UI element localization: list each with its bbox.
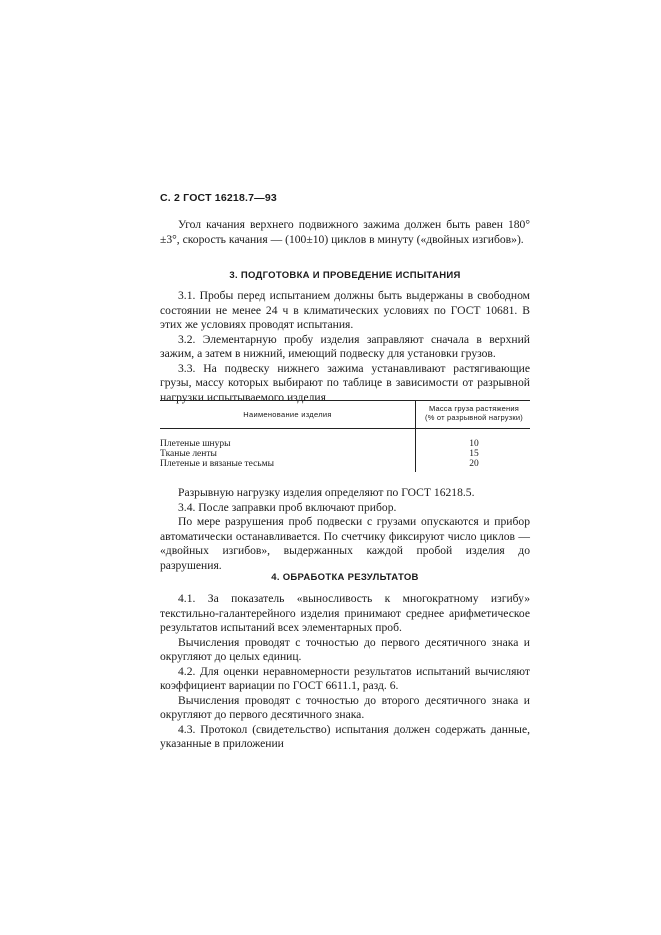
table-header-rule (160, 428, 530, 429)
table-header-name: Наименование изделия (243, 410, 332, 419)
page-header: С. 2 ГОСТ 16218.7—93 (160, 192, 277, 204)
paragraph-breaking-load: Разрывную нагрузку изделия определяют по ГОСТ 16218.5. (178, 486, 475, 499)
paragraph-4-1: 4.1. За показатель «выносливость к многократному изгибу» текстильно-галантерейного изделия принимают среднее арифметическое результатов испытаний всех элементарных проб. (160, 592, 530, 634)
paragraph-cycles: По мере разрушения проб подвески с грузами опускаются и прибор автоматически останавливается. По счетчику фиксируют число циклов — «двойных изгибов», выдержанных каждой пробой изделия до разрушения. (160, 515, 530, 572)
table-header-mass-line1: Масса груза растяжения (428, 404, 520, 413)
section-4-heading: 4. ОБРАБОТКА РЕЗУЛЬТАТОВ (271, 572, 419, 583)
section-4-body (160, 592, 530, 752)
table-top-rule (160, 400, 530, 401)
table-row (160, 449, 530, 459)
table-cell-name: Плетеные шнуры (160, 439, 231, 449)
table-cell-name: Плетеные и вязаные тесьмы (160, 459, 275, 469)
load-table (160, 400, 530, 472)
section-3-heading: 3. ПОДГОТОВКА И ПРОВЕДЕНИЕ ИСПЫТАНИЯ (229, 270, 461, 281)
paragraph-4-3: 4.3. Протокол (свидетельство) испытания должен содержать данные, указанные в приложении (160, 722, 530, 750)
intro-paragraph: Угол качания верхнего подвижного зажима должен быть равен 180°±3°, скорость качания — (100±10) циклов в минуту («двойных изгибов»). (160, 218, 530, 246)
paragraph-3-3: 3.3. На подвеску нижнего зажима устанавливают растягивающие грузы, массу которых выбирают по таблице в зависимости от разрывной нагрузки испытываемого изделия (160, 361, 530, 404)
paragraph-3-1: 3.1. Пробы перед испытанием должны быть выдержаны в свободном состоянии не менее 24 ч в климатических условиях по ГОСТ 10681. В этих же условиях проводят испытания. (160, 289, 530, 331)
table-cell-value: 15 (469, 449, 479, 459)
table-header-mass (418, 404, 530, 422)
section-3-body (160, 289, 530, 405)
paragraph-3-2: 3.2. Элементарную пробу изделия заправляют сначала в верхний зажим, а затем в нижний, имеющий подвеску для установки грузов. (160, 332, 530, 360)
paragraph-4-2: 4.2. Для оценки неравномерности результатов испытаний вычисляют коэффициент вариации по ГОСТ 6611.1, разд. 6. (160, 664, 530, 692)
table-header-mass-line2: (% от разрывной нагрузки) (425, 413, 523, 422)
table-row (160, 459, 530, 469)
table-cell-value: 20 (469, 459, 479, 469)
after-table-block (160, 486, 530, 573)
table-cell-value: 10 (469, 439, 479, 449)
paragraph-4-2-precision: Вычисления проводят с точностью до второго десятичного знака и округляют до первого десятичного знака. (160, 693, 530, 721)
intro-block (160, 218, 530, 247)
table-cell-name: Тканые ленты (160, 449, 217, 459)
paragraph-3-4: 3.4. После заправки проб включают прибор. (178, 500, 397, 514)
paragraph-4-1-precision: Вычисления проводят с точностью до первого десятичного знака и округляют до целых единиц. (160, 635, 530, 663)
table-row (160, 439, 530, 449)
